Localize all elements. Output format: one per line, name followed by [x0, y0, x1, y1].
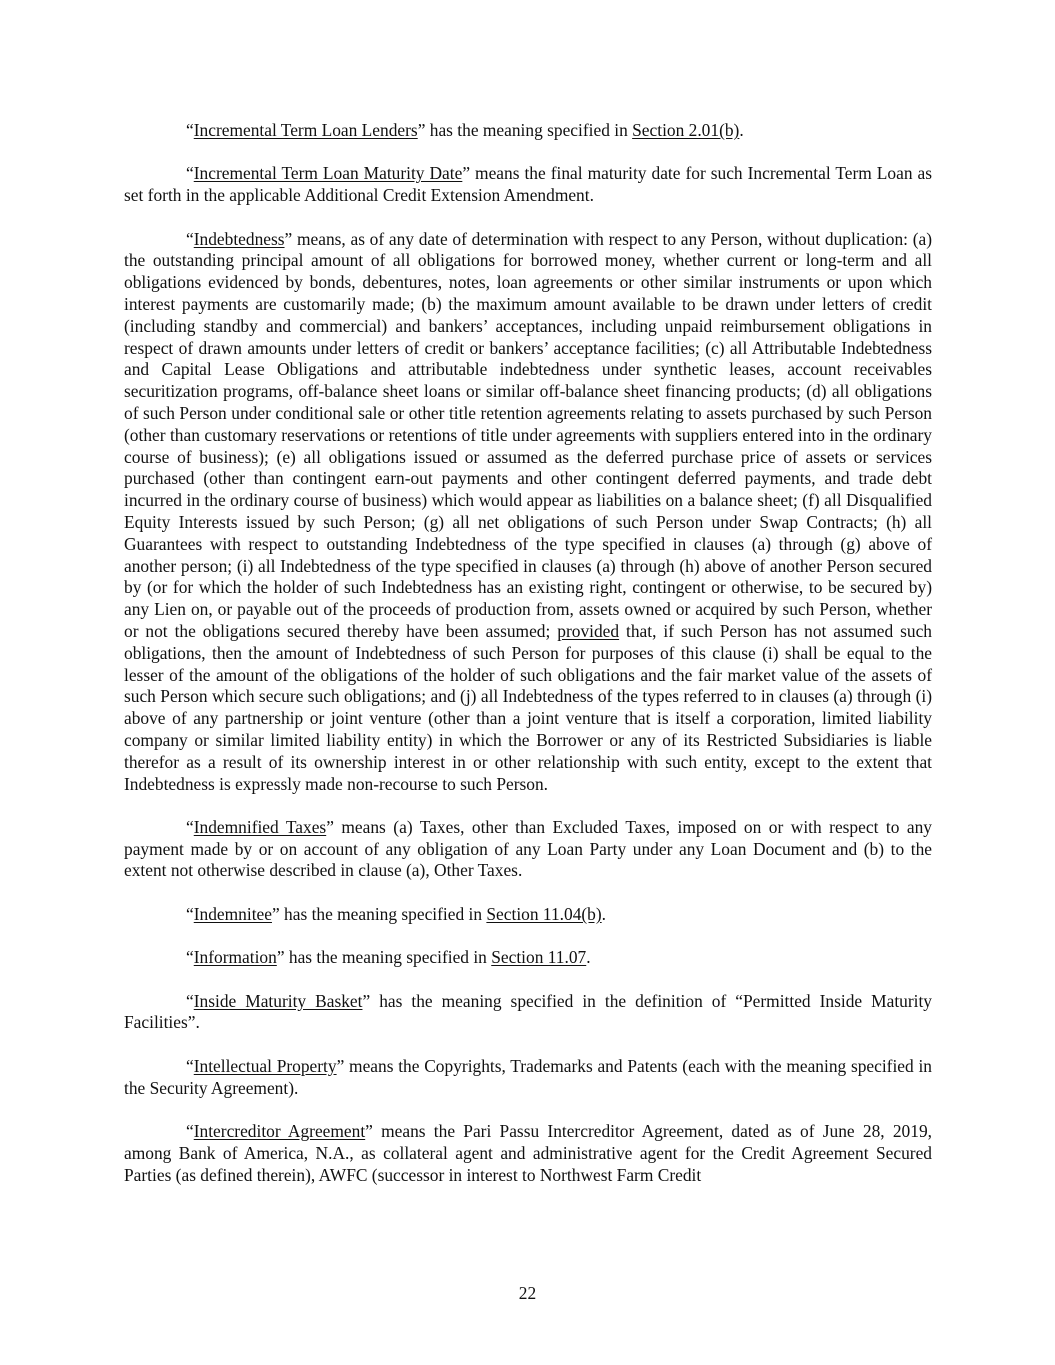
underlined-term: Incremental Term Loan Lenders — [193, 120, 418, 140]
definition-paragraph — [124, 163, 932, 207]
definition-text: “ — [186, 816, 194, 837]
definition-text: “ — [186, 120, 194, 140]
definition-text: ” has the meaning specified in the definition of “Permitted Inside Maturity Facilities”. — [124, 990, 933, 1033]
definition-text: ” has the meaning specified in — [276, 947, 492, 968]
definition-text: ” has the meaning specified in — [417, 120, 633, 140]
definition-text: “ — [186, 163, 194, 184]
definition-text: ” has the meaning specified in — [271, 903, 487, 924]
definition-text: . — [601, 903, 607, 924]
definition-text: . — [586, 947, 591, 968]
definition-paragraph — [124, 120, 932, 142]
underlined-term: Information — [193, 947, 277, 968]
underlined-term: Incremental Term Loan Maturity Date — [193, 163, 463, 184]
definition-paragraph — [124, 817, 932, 882]
document-body — [124, 120, 932, 1208]
definition-text: “ — [186, 1121, 194, 1142]
underlined-term: Indemnified Taxes — [193, 816, 327, 837]
underlined-term: Indebtedness — [193, 228, 285, 249]
definition-text: ” means, as of any date of determination with respect to any Person, without duplication: (a) the outstanding principal amount of all obligations for borrowed money, whether current or long-term and all obligations evidenced by bonds, debentures, notes, loan agreements or other similar instruments or upon which interest payments are customarily made; (b) the maximum amount available to be drawn under letters of credit (including standby and commercial) and bankers’ acceptances, including unpaid reimbursement obligations in respect of drawn amounts under letters of credit or bankers’ acceptance facilities; (c) all Attributable Indebtedness and Capital Lease Obligations and attributable indebtedness under synthetic leases, account receivables securitization programs, off-balance sheet loans or similar off-balance sheet financing products; (d) all obligations of such Person under conditional sale or other title retention agreements relating to assets purchased by such Person (other than customary reservations or retentions of title under agreements with suppliers entered into in the ordinary course of business); (e) all obligations issued or assumed as the deferred purchase price of assets or services purchased (other than contingent earn-out payments and other contingent deferred payments, and trade debt incurred in the ordinary course of business) which would appear as liabilities on a balance sheet; (f) all Disqualified Equity Interests issued by such Person; (g) all net obligations of such Person under Swap Contracts; (h) all Guarantees with respect to outstanding Indebtedness of the type specified in clauses (a) through (g) above of another person; (i) all Indebtedness of the type specified in clauses (a) through (h) above of another Person secured by (or for which the holder of such Indebtedness has an existing right, contingent or otherwise, to be secured by) any Lien on, or payable out of the proceeds of production from, assets owned or acquired by such Person, whether or not the obligations secured thereby have been assumed; — [124, 228, 932, 641]
underlined-term: Intellectual Property — [193, 1055, 337, 1076]
definition-text: “ — [186, 947, 194, 968]
definition-text: “ — [186, 990, 194, 1011]
underlined-term: Section 11.07 — [491, 947, 587, 968]
definition-text: ” means (a) Taxes, other than Excluded Taxes, imposed on or with respect to any payment made by or on account of any obligation of any Loan Party under any Loan Document and (b) to the extent not otherwise described in clause (a), Other Taxes. — [124, 816, 932, 881]
definition-paragraph — [124, 1121, 932, 1186]
definition-text: “ — [186, 1055, 194, 1076]
page-number: 22 — [518, 1283, 537, 1303]
underlined-term: provided — [557, 620, 620, 641]
underlined-term: Section 11.04(b) — [486, 903, 602, 924]
underlined-term: Intercreditor Agreement — [193, 1121, 366, 1142]
definition-paragraph — [124, 904, 932, 926]
definition-text: ” means the final maturity date for such Incremental Term Loan as set forth in the applicable Additional Credit Extension Amendment. — [124, 163, 933, 206]
underlined-term: Section 2.01(b) — [632, 120, 740, 140]
definition-text: that, if such Person has not assumed such obligations, then the amount of Indebtedness of such Person for purposes of this clause (i) shall be equal to the lesser of the amount of the obligations of the holder of such obligations and the fair market value of the assets of such Person which secure such obligations; and (j) all Indebtedness of the types referred to in clauses (a) through (i) above of any partnership or joint venture (other than a joint venture that is itself a corporation, limited liability company or similar limited liability entity) in which the Borrower or any of its Restricted Subsidiaries is liable therefor as a result of its ownership interest in or other relationship with such entity, except to the extent that Indebtedness is expressly made non-recourse to such Person. — [124, 620, 932, 794]
definition-paragraph — [124, 229, 932, 796]
definition-paragraph — [124, 947, 932, 969]
underlined-term: Indemnitee — [193, 903, 272, 924]
definition-text: ” means the Pari Passu Intercreditor Agreement, dated as of June 28, 2019, among Bank of America, N.A., as collateral agent and administrative agent for the Credit Agreement Secured Parties (as defined therein), AWFC (successor in interest to Northwest Farm Credit — [124, 1121, 932, 1185]
definition-text: “ — [186, 228, 194, 249]
definition-paragraph — [124, 1056, 932, 1100]
definition-text: “ — [186, 903, 194, 924]
definition-paragraph — [124, 991, 932, 1035]
definition-text: . — [739, 120, 744, 140]
definition-text: ” means the Copyrights, Trademarks and Patents (each with the meaning specified in the Security Agreement). — [124, 1055, 932, 1098]
underlined-term: Inside Maturity Basket — [193, 990, 363, 1011]
